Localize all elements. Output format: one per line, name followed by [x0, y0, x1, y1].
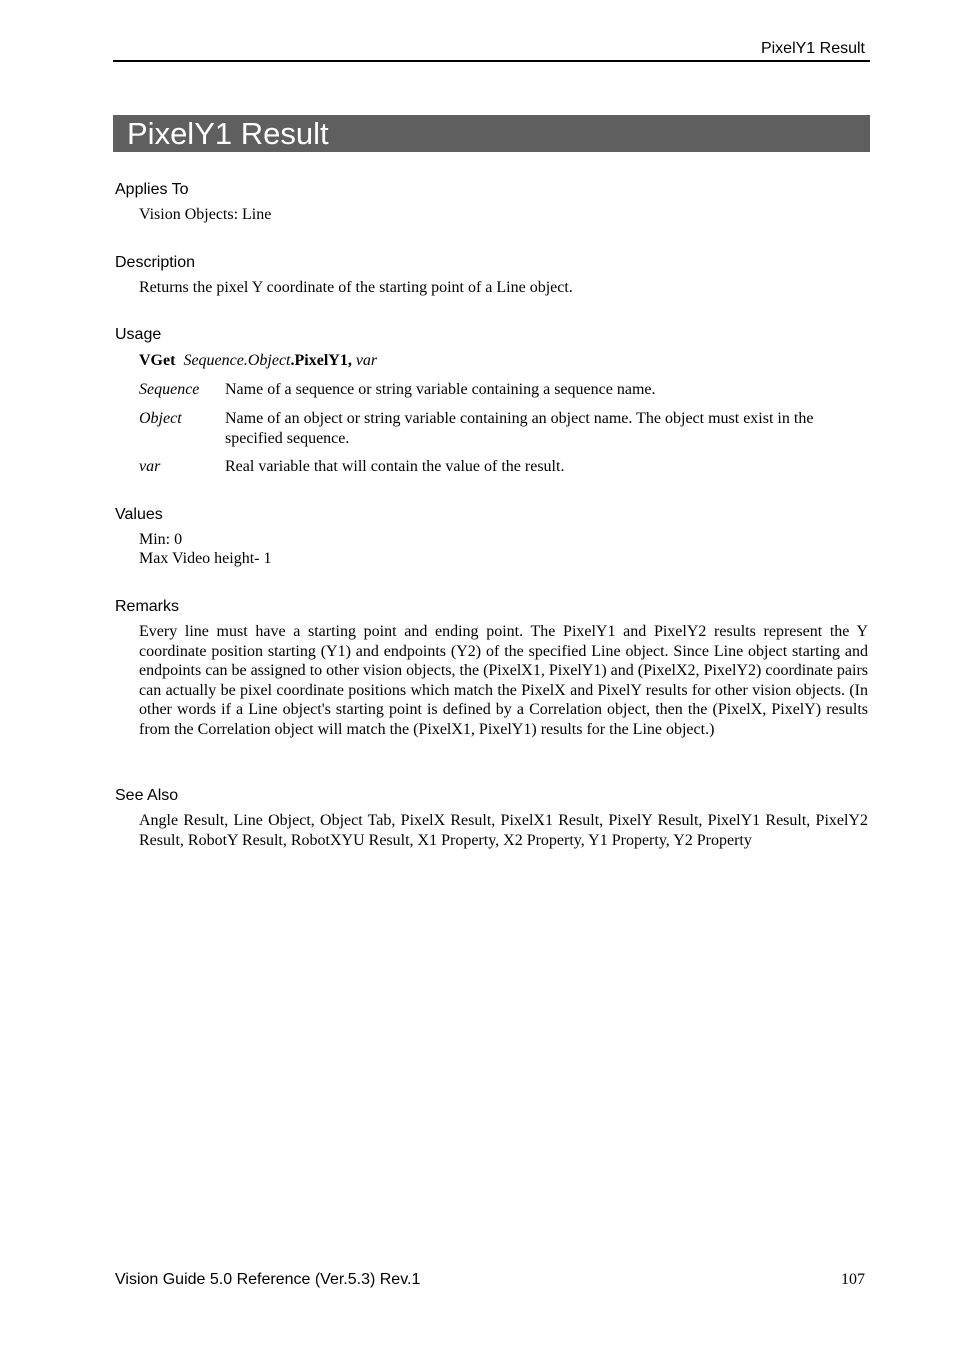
param-row: [139, 380, 868, 400]
param-row: [139, 409, 868, 449]
usage-var: var: [355, 352, 378, 369]
applies-to-text: Vision Objects: Line: [139, 206, 272, 223]
values-heading: Values: [115, 506, 163, 523]
description-heading: Description: [115, 254, 196, 271]
values-min: Min: 0: [139, 531, 183, 548]
page-title: PixelY1 Result: [127, 116, 329, 151]
usage-command: VGet: [139, 352, 176, 369]
applies-to-heading: Applies To: [115, 181, 189, 198]
usage-heading: Usage: [115, 326, 162, 343]
see-also-heading: See Also: [115, 787, 179, 804]
usage-target: Sequence.Object: [183, 352, 291, 369]
header-rule: [113, 60, 870, 62]
param-row: [139, 457, 868, 477]
usage-property: .PixelY1,: [290, 352, 352, 369]
usage-syntax: [139, 351, 377, 371]
param-name: var: [139, 458, 161, 475]
title-bar: [113, 115, 870, 152]
footer-page-number: 107: [841, 1271, 865, 1288]
param-desc: Name of a sequence or string variable containing a sequence name.: [225, 381, 656, 398]
param-name: Sequence: [139, 381, 200, 398]
param-name: Object: [139, 410, 182, 427]
remarks-heading: Remarks: [115, 598, 180, 615]
description-text: Returns the pixel Y coordinate of the starting point of a Line object.: [139, 279, 573, 296]
running-header: PixelY1 Result: [760, 40, 865, 57]
footer-doc-title: Vision Guide 5.0 Reference (Ver.5.3) Rev.1: [115, 1271, 421, 1288]
param-desc: Name of an object or string variable containing an object name. The object must exist in the specified sequence.: [225, 410, 814, 447]
param-desc: Real variable that will contain the value of the result.: [225, 458, 565, 475]
values-max: Max Video height- 1: [139, 550, 272, 567]
remarks-text: Every line must have a starting point and ending point. The PixelY1 and PixelY2 results represent the Y coordinate position starting (Y1) and endpoints (Y2) of the specified Line object. Since Line object starting and endpoints can be assigned to other vision objects, the (PixelX1, PixelY1) and (PixelX2, PixelY2) coordinate pairs can actually be pixel coordinate positions which match the PixelX and PixelY results for other vision objects. (In other words if a Line object's starting point is defined by a Correlation object, then the (PixelX, PixelY) results from the Correlation object will match the (PixelX1, PixelY1) results for the Line object.): [139, 623, 868, 738]
see-also-text: Angle Result, Line Object, Object Tab, PixelX Result, PixelX1 Result, PixelY Result, PixelY1 Result, PixelY2 Result, RobotY Result, RobotXYU Result, X1 Property, X2 Property, Y1 Property, Y2 Property: [139, 812, 868, 849]
